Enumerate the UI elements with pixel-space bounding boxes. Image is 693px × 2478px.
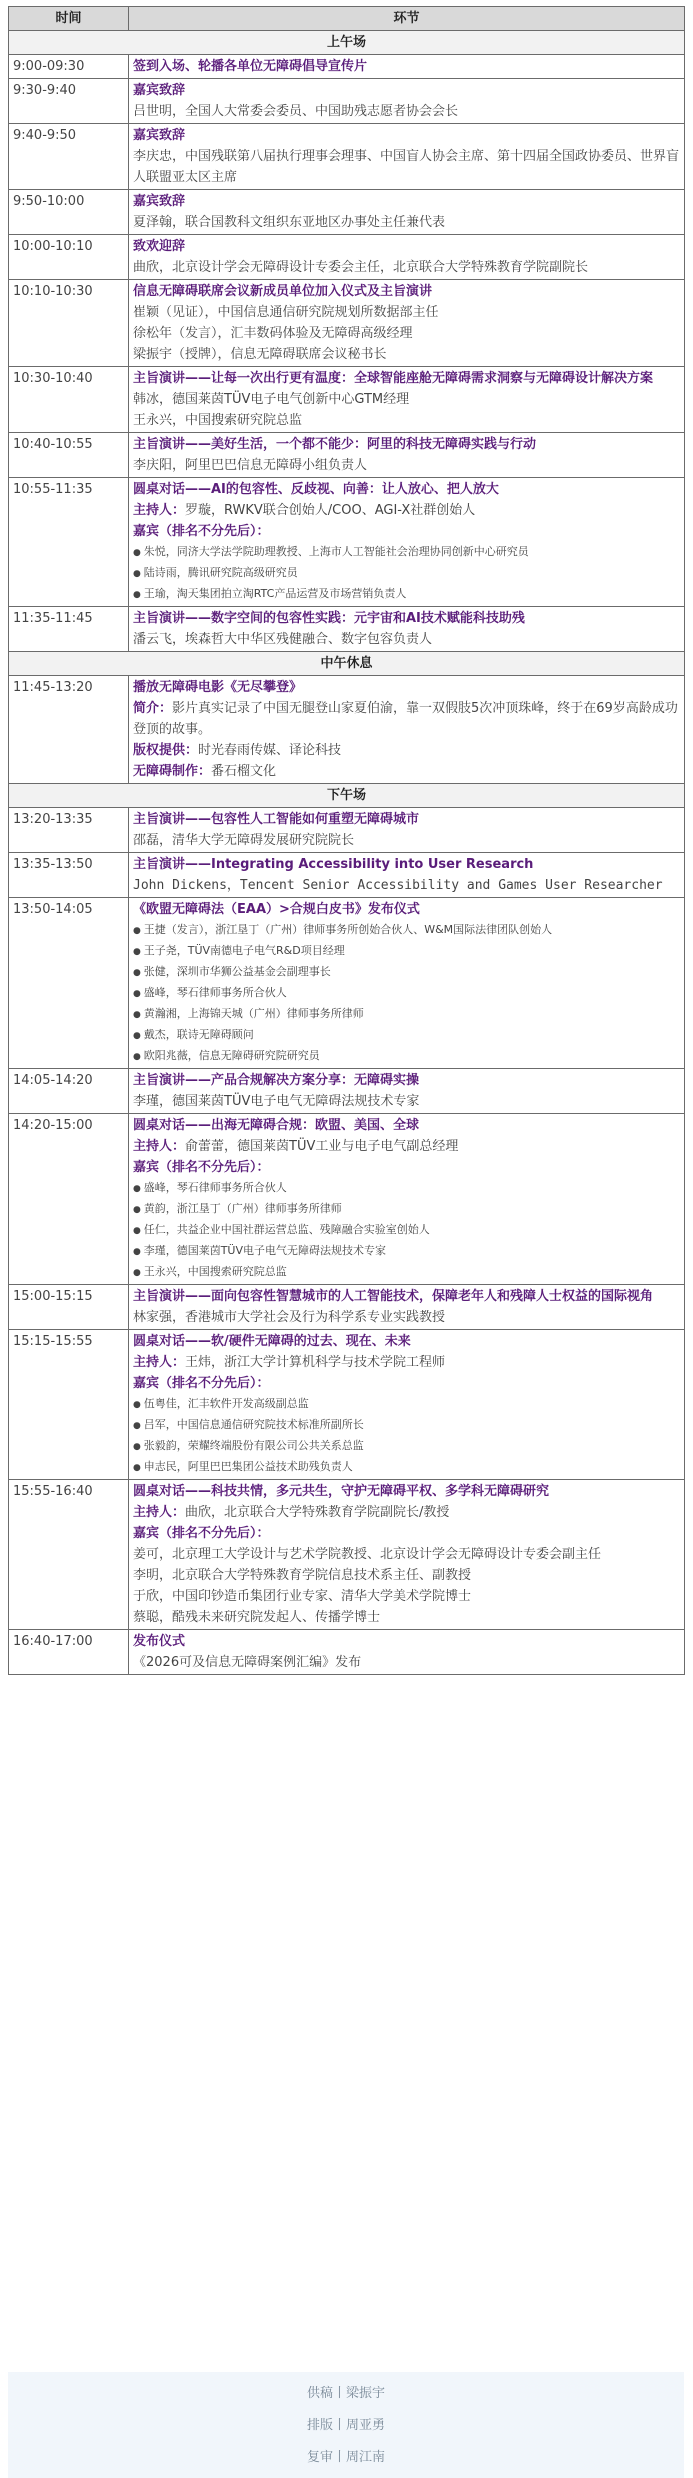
credits-footer [8, 2372, 684, 2478]
intro-label: 简介： [133, 701, 173, 716]
row-title: 圆桌对话——软/硬件无障碍的过去、现在、未来 [133, 1334, 411, 1349]
row-title: 主旨演讲——包容性人工智能如何重塑无障碍城市 [133, 812, 420, 827]
host-name: 罗璇，RWKV联合创始人/COO、AGI-X社群创始人 [185, 503, 476, 518]
speaker-line: 蔡聪，酷残未来研究院发起人、传播学博士 [133, 1610, 381, 1625]
speaker-line: 邵磊，清华大学无障碍发展研究院院长 [133, 833, 355, 848]
host-label: 主持人： [133, 1139, 186, 1154]
guest-bullet: ● 王捷（发言），浙江垦丁（广州）律师事务所创始合伙人、W&M国际法律团队创始人 [133, 920, 680, 941]
row-title: 嘉宾致辞 [133, 83, 186, 98]
row-time: 15:55-16:40 [9, 1480, 129, 1630]
rights-text: 时光春雨传媒、译论科技 [198, 743, 342, 758]
table-row [9, 1069, 685, 1114]
speaker-line: 李庆忠，中国残联第八届执行理事会理事、中国盲人协会主席、第十四届全国政协委员、世界盲人联盟亚太区主席 [133, 149, 680, 185]
credit-contributor: 供稿丨梁振宇 [306, 2386, 385, 2401]
table-row [9, 124, 685, 190]
host-line [133, 1502, 680, 1523]
host-line [133, 1136, 680, 1157]
row-item [129, 280, 685, 367]
guest-bullet: ● 伍粤佳，汇丰软件开发高级副总监 [133, 1394, 680, 1415]
row-time: 10:00-10:10 [9, 235, 129, 280]
row-time: 11:45-13:20 [9, 676, 129, 784]
row-title: 签到入场、轮播各单位无障碍倡导宣传片 [133, 59, 368, 74]
row-time: 13:50-14:05 [9, 898, 129, 1069]
row-title: 主旨演讲——面向包容性智慧城市的人工智能技术，保障老年人和残障人士权益的国际视角 [133, 1289, 654, 1304]
row-time: 9:30-9:40 [9, 79, 129, 124]
row-title: 嘉宾致辞 [133, 194, 186, 209]
table-row [9, 607, 685, 652]
table-row [9, 478, 685, 607]
film-intro [133, 698, 680, 740]
guest-bullet: ● 吕军，中国信息通信研究院技术标准所副所长 [133, 1415, 680, 1436]
section-morning: 上午场 [9, 31, 685, 55]
row-item [129, 433, 685, 478]
row-time: 11:35-11:45 [9, 607, 129, 652]
guest-bullet: ● 任仁，共益企业中国社群运营总监、残障融合实验室创始人 [133, 1220, 680, 1241]
speaker-line: 夏泽翰，联合国教科文组织东亚地区办事处主任兼代表 [133, 215, 446, 230]
table-row [9, 1330, 685, 1480]
credit-layout: 排版丨周亚勇 [306, 2418, 385, 2433]
row-time: 9:50-10:00 [9, 190, 129, 235]
guest-bullet: ● 王子尧，TÜV南德电子电气R&D项目经理 [133, 941, 680, 962]
row-title: 主旨演讲——美好生活，一个都不能少：阿里的科技无障碍实践与行动 [133, 437, 537, 452]
speaker-line: 姜可，北京理工大学设计与艺术学院教授、北京设计学会无障碍设计专委会副主任 [133, 1547, 602, 1562]
row-time: 9:00-09:30 [9, 55, 129, 79]
speaker-line: 李明，北京联合大学特殊教育学院信息技术系主任、副教授 [133, 1568, 472, 1583]
row-item [129, 1285, 685, 1330]
row-time: 9:40-9:50 [9, 124, 129, 190]
row-title: 主旨演讲——产品合规解决方案分享：无障碍实操 [133, 1073, 420, 1088]
guest-bullet: ● 黄韵，浙江垦丁（广州）律师事务所律师 [133, 1199, 680, 1220]
guest-bullet: ● 欧阳兆薇，信息无障碍研究院研究员 [133, 1046, 680, 1067]
row-time: 10:30-10:40 [9, 367, 129, 433]
row-item [129, 607, 685, 652]
row-item [129, 367, 685, 433]
row-time: 15:15-15:55 [9, 1330, 129, 1480]
section-noon: 中午休息 [9, 652, 685, 676]
speaker-line: 梁振宇（授牌），信息无障碍联席会议秘书长 [133, 347, 387, 362]
row-title: 嘉宾致辞 [133, 128, 186, 143]
host-name: 俞蕾蕾，德国莱茵TÜV工业与电子电气副总经理 [185, 1139, 459, 1154]
row-title: 《欧盟无障碍法（EAA）>合规白皮书》发布仪式 [133, 902, 420, 917]
table-row [9, 190, 685, 235]
row-title: 播放无障碍电影《无尽攀登》 [133, 680, 303, 695]
speaker-line: 徐松年（发言），汇丰数码体验及无障碍高级经理 [133, 326, 413, 341]
row-item [129, 853, 685, 898]
row-time: 16:40-17:00 [9, 1630, 129, 1675]
row-item [129, 124, 685, 190]
row-item [129, 676, 685, 784]
guest-bullet: ● 王永兴，中国搜索研究院总监 [133, 1262, 680, 1283]
guest-bullet: ● 王瑜，淘天集团拍立淘RTC产品运营及市场营销负责人 [133, 584, 680, 605]
row-item [129, 478, 685, 607]
host-line [133, 500, 680, 521]
header-time: 时间 [9, 7, 129, 31]
speaker-line: John Dickens，Tencent Senior Accessibility and Games User Researcher [133, 878, 663, 893]
row-time: 13:20-13:35 [9, 808, 129, 853]
guest-bullet: ● 盛峰，琴石律师事务所合伙人 [133, 1178, 680, 1199]
table-row [9, 808, 685, 853]
speaker-line: 林家强，香港城市大学社会及行为科学系专业实践教授 [133, 1310, 446, 1325]
credit-review: 复审丨周江南 [306, 2450, 385, 2465]
speaker-line: 李庆阳，阿里巴巴信息无障碍小组负责人 [133, 458, 368, 473]
row-title: 主旨演讲——数字空间的包容性实践：元宇宙和AI技术赋能科技助残 [133, 611, 525, 626]
guest-bullet: ● 黄瀚湘，上海锦天城（广州）律师事务所律师 [133, 1004, 680, 1025]
speaker-line: 李瑾，德国莱茵TÜV电子电气无障碍法规技术专家 [133, 1094, 420, 1109]
speaker-line: 王永兴，中国搜索研究院总监 [133, 413, 303, 428]
maker-label: 无障碍制作： [133, 764, 212, 779]
guest-bullet: ● 盛峰，琴石律师事务所合伙人 [133, 983, 680, 1004]
maker-text: 番石榴文化 [211, 764, 277, 779]
table-row [9, 55, 685, 79]
row-item [129, 1069, 685, 1114]
row-title: 发布仪式 [133, 1634, 186, 1649]
row-time: 14:05-14:20 [9, 1069, 129, 1114]
row-item [129, 190, 685, 235]
section-row [9, 31, 685, 55]
rights-label: 版权提供： [133, 743, 199, 758]
row-title: 圆桌对话——出海无障碍合规：欧盟、美国、全球 [133, 1118, 420, 1133]
speaker-line: 潘云飞，埃森哲大中华区残健融合、数字包容负责人 [133, 632, 433, 647]
row-time: 10:10-10:30 [9, 280, 129, 367]
table-row [9, 367, 685, 433]
guest-bullet: ● 李瑾，德国莱茵TÜV电子电气无障碍法规技术专家 [133, 1241, 680, 1262]
header-item: 环节 [129, 7, 685, 31]
host-label: 主持人： [133, 1505, 186, 1520]
row-item [129, 1330, 685, 1480]
guests-label: 嘉宾（排名不分先后）： [133, 1160, 270, 1175]
table-header-row [9, 7, 685, 31]
section-row [9, 784, 685, 808]
row-time: 13:35-13:50 [9, 853, 129, 898]
section-row [9, 652, 685, 676]
table-row [9, 79, 685, 124]
row-item [129, 808, 685, 853]
host-line [133, 1352, 680, 1373]
speaker-line: 曲欣，北京设计学会无障碍设计专委会主任，北京联合大学特殊教育学院副院长 [133, 260, 589, 275]
table-row [9, 433, 685, 478]
guest-bullet: ● 申志民，阿里巴巴集团公益技术助残负责人 [133, 1457, 680, 1478]
row-time: 10:55-11:35 [9, 478, 129, 607]
row-title: 信息无障碍联席会议新成员单位加入仪式及主旨演讲 [133, 284, 433, 299]
speaker-line: 《2026可及信息无障碍案例汇编》发布 [133, 1655, 362, 1670]
host-label: 主持人： [133, 503, 186, 518]
row-item [129, 1480, 685, 1630]
table-row [9, 1480, 685, 1630]
speaker-line: 崔颖（见证），中国信息通信研究院规划所数据部主任 [133, 305, 439, 320]
section-afternoon: 下午场 [9, 784, 685, 808]
row-title: 主旨演讲——让每一次出行更有温度：全球智能座舱无障碍需求洞察与无障碍设计解决方案 [133, 371, 654, 386]
guests-label: 嘉宾（排名不分先后）： [133, 1376, 270, 1391]
guest-bullet: ● 张毅韵，荣耀终端股份有限公司公共关系总监 [133, 1436, 680, 1457]
table-row [9, 1630, 685, 1675]
guest-bullet: ● 陆诗雨，腾讯研究院高级研究员 [133, 563, 680, 584]
film-rights [133, 740, 680, 761]
table-row [9, 280, 685, 367]
table-row [9, 1114, 685, 1285]
table-row [9, 898, 685, 1069]
row-title: 主旨演讲——Integrating Accessibility into User Research [133, 857, 534, 872]
agenda-table [8, 6, 685, 1675]
row-time: 15:00-15:15 [9, 1285, 129, 1330]
speaker-line: 吕世明，全国人大常委会委员、中国助残志愿者协会会长 [133, 104, 459, 119]
row-item [129, 79, 685, 124]
row-title: 圆桌对话——AI的包容性、反歧视、向善：让人放心、把人放大 [133, 482, 499, 497]
row-item [129, 1114, 685, 1285]
host-name: 王炜，浙江大学计算机科学与技术学院工程师 [185, 1355, 446, 1370]
row-time: 14:20-15:00 [9, 1114, 129, 1285]
film-maker [133, 761, 680, 782]
guest-bullet: ● 朱悦，同济大学法学院助理教授、上海市人工智能社会治理协同创新中心研究员 [133, 542, 680, 563]
table-row [9, 676, 685, 784]
row-item [129, 55, 685, 79]
row-title: 圆桌对话——科技共情，多元共生，守护无障碍平权、多学科无障碍研究 [133, 1484, 550, 1499]
intro-text: 影片真实记录了中国无腿登山家夏伯渝，靠一双假肢5次冲顶珠峰，终于在69岁高龄成功登顶的故事。 [133, 701, 678, 737]
row-time: 10:40-10:55 [9, 433, 129, 478]
guests-label: 嘉宾（排名不分先后）： [133, 1526, 270, 1541]
speaker-line: 于欣，中国印钞造币集团行业专家、清华大学美术学院博士 [133, 1589, 472, 1604]
guest-bullet: ● 戴杰，联诗无障碍顾问 [133, 1025, 680, 1046]
row-item [129, 235, 685, 280]
table-row [9, 853, 685, 898]
guest-bullet: ● 张健，深圳市华狮公益基金会副理事长 [133, 962, 680, 983]
table-row [9, 1285, 685, 1330]
guests-label: 嘉宾（排名不分先后）： [133, 524, 270, 539]
host-label: 主持人： [133, 1355, 186, 1370]
row-item [129, 898, 685, 1069]
row-title: 致欢迎辞 [133, 239, 186, 254]
host-name: 曲欣，北京联合大学特殊教育学院副院长/教授 [185, 1505, 450, 1520]
row-item [129, 1630, 685, 1675]
speaker-line: 韩冰，德国莱茵TÜV电子电气创新中心GTM经理 [133, 392, 410, 407]
table-row [9, 235, 685, 280]
